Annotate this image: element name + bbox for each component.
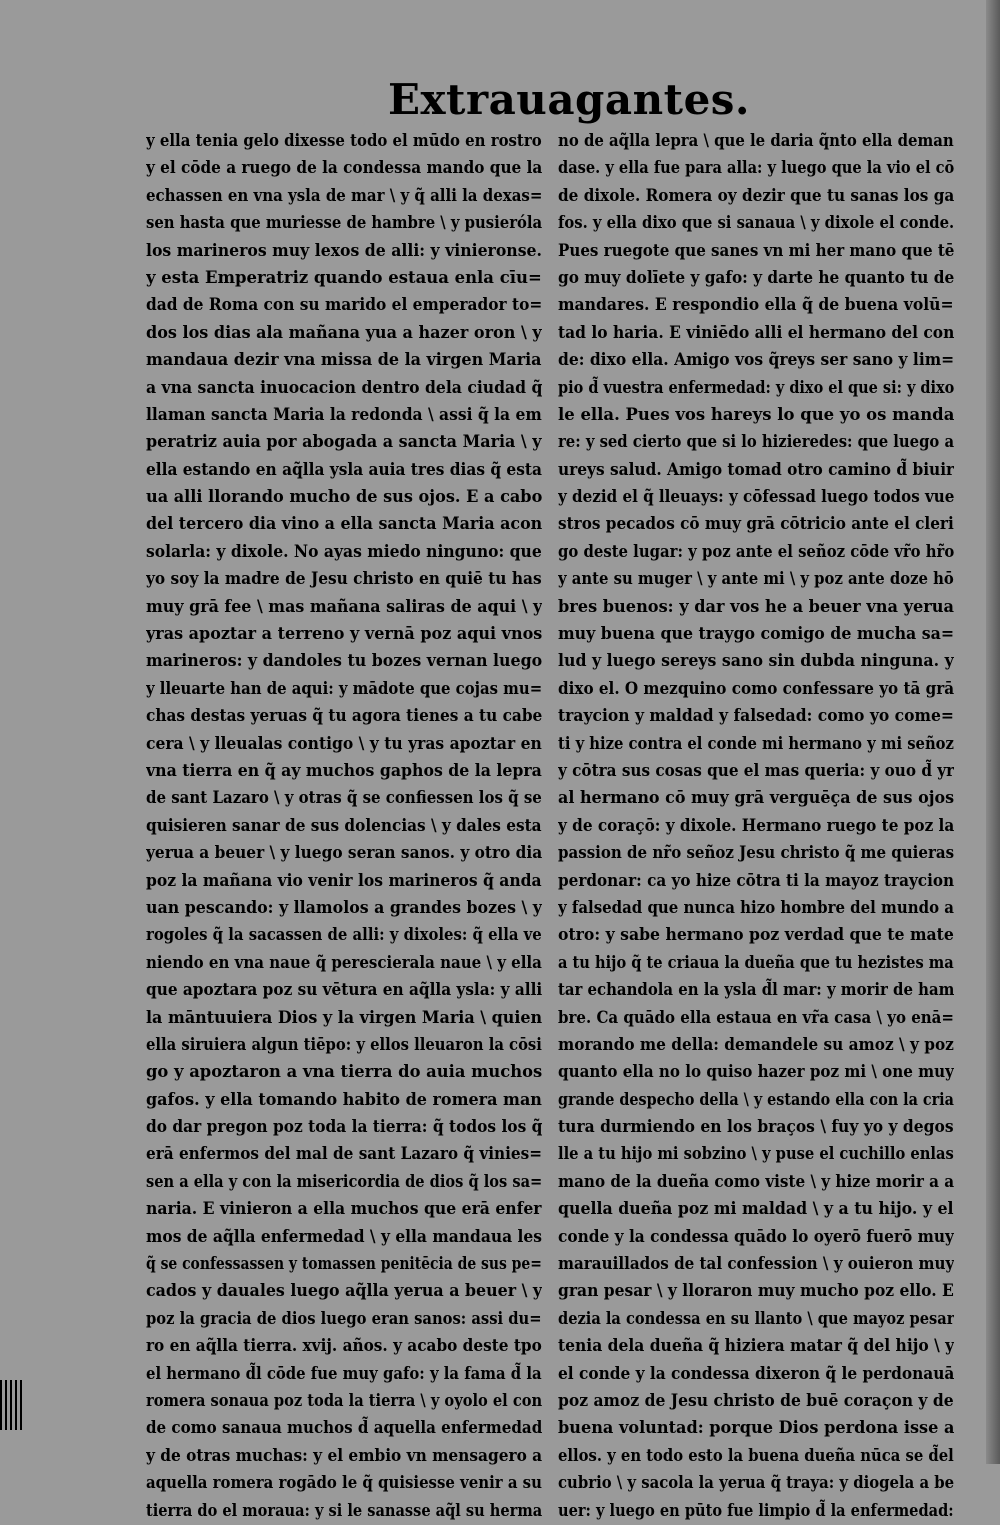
text-line: gafos. y ella tomando habito de romera man [146, 1089, 542, 1110]
text-line: los marineros muy lexos de alli: y vinieronse. [146, 240, 542, 261]
text-line: passion de nr̃o señoz Jesu christo q̃ me quieras [558, 843, 954, 864]
text-line: mandaua dezir vna missa de la virgen Maria [146, 350, 542, 371]
text-line: peratriz auia por abogada a sancta Maria \ y [146, 432, 542, 453]
text-line: fos. y ella dixo que si sanaua \ y dixole el conde. [558, 213, 954, 234]
text-line: q̃ se confessassen y tomassen penitēcia de sus pe= [146, 1254, 542, 1275]
text-line: ella estando en aq̃lla ysla auia tres dias q̃ esta [146, 459, 542, 480]
text-line: el hermano d̃l cōde fue muy gafo: y la fama d̃ la [146, 1363, 542, 1384]
text-line: morando me della: demandele su amoz \ y poz [558, 1034, 954, 1055]
text-line: muy buena que traygo comigo de mucha sa= [558, 624, 954, 645]
text-line: y el cōde a ruego de la condessa mando que la [146, 158, 542, 179]
text-line: ti y hize contra el conde mi hermano y mi señoz [558, 733, 954, 754]
text-line: mano de la dueña como viste \ y hize morir a a [558, 1171, 954, 1192]
text-line: aquella romera rogādo le q̃ quisiesse venir a su [146, 1473, 542, 1494]
text-line: tierra do el moraua: y si le sanasse aq̃l su herma [146, 1500, 542, 1521]
text-line: yo soy la madre de Jesu christo en quiē tu has [146, 569, 542, 590]
text-line: yerua a beuer \ y luego seran sanos. y otro dia [146, 843, 542, 864]
text-line: cubrio \ y sacola la yerua q̃ traya: y diogela a be [558, 1473, 954, 1494]
text-line: tura durmiendo en los braços \ fuy yo y degos [558, 1117, 954, 1138]
text-line: de dixole. Romera oy dezir que tu sanas los ga [558, 185, 954, 206]
text-line: go deste lugar: y poz ante el señoz cōde vr̃o hr̃o [558, 541, 954, 562]
text-line: y de coraçō: y dixole. Hermano ruego te poz la [558, 815, 954, 836]
text-line: dezia la condessa en su llanto \ que mayoz pesar [558, 1308, 954, 1329]
text-line: sen a ella y con la misericordia de dios q̃ los sa= [146, 1171, 542, 1192]
text-line: tar echandola en la ysla d̃l mar: y morir de ham [558, 980, 954, 1001]
text-line: solarla: y dixole. No ayas miedo ninguno: que [146, 541, 542, 562]
text-line: y falsedad que nunca hizo hombre del mundo a [558, 897, 954, 918]
text-column-left [146, 128, 542, 1525]
text-line: chas destas yeruas q̃ tu agora tienes a tu cabe [146, 706, 542, 727]
text-line: erā enfermos del mal de sant Lazaro q̃ vinies= [146, 1144, 542, 1165]
text-line: llaman sancta Maria la redonda \ assi q̃ la em [146, 404, 542, 425]
text-line: ella siruiera algun tiēpo: y ellos lleuaron la cōsi [146, 1034, 542, 1055]
text-line: vna tierra en q̃ ay muchos gaphos de la lepra [146, 760, 542, 781]
text-line: echassen en vna ysla de mar \ y q̃ alli la dexas= [146, 185, 542, 206]
text-line: de sant Lazaro \ y otras q̃ se confiessen los q̃ se [146, 788, 542, 809]
text-line: y esta Emperatriz quando estaua enla cīu= [146, 267, 542, 288]
text-line: bre. Ca quādo ella estaua en vr̃a casa \ yo enā= [558, 1007, 954, 1028]
text-line: poz amoz de Jesu christo de buē coraçon y de [558, 1390, 954, 1411]
text-line: de como sanaua muchos d̃ aquella enfermedad [146, 1418, 542, 1439]
text-line: y lleuarte han de aqui: y mādote que cojas mu= [146, 678, 542, 699]
text-line: al hermano cō muy grā verguēça de sus ojos [558, 788, 954, 809]
text-line: mandares. E respondio ella q̃ de buena volū= [558, 295, 954, 316]
text-line: no de aq̃lla lepra \ que le daria q̃nto ella deman [558, 131, 954, 151]
text-line: mos de aq̃lla enfermedad \ y ella mandaua les [146, 1226, 542, 1247]
text-line: quisieren sanar de sus dolencias \ y dales esta [146, 815, 542, 836]
text-line: sen hasta que muriesse de hambre \ y pusieróla [146, 213, 542, 234]
text-line: uer: y luego en pūto fue limpio d̃ la enfermedad: [558, 1500, 954, 1521]
text-line: grande despecho della \ y estando ella con la cria [558, 1089, 954, 1110]
text-line: poz la mañana vio venir los marineros q̃ anda [146, 870, 542, 891]
text-line: ua alli llorando mucho de sus ojos. E a cabo [146, 487, 542, 508]
text-line: lle a tu hijo mi sobzino \ y puse el cuchillo enlas [558, 1144, 954, 1165]
text-line: buena voluntad: porque Dios perdona isse a [558, 1418, 954, 1439]
text-line: cera \ y lleualas contigo \ y tu yras apoztar en [146, 733, 542, 754]
text-line: marauillados de tal confession \ y ouieron muy [558, 1254, 954, 1275]
text-line: otro: y sabe hermano poz verdad que te mate [558, 925, 954, 946]
text-line: dad de Roma con su marido el emperador to= [146, 295, 542, 316]
text-line: niendo en vna naue q̃ perescierala naue \ y ella [146, 952, 542, 973]
page-edge [986, 0, 1000, 1464]
text-line: naria. E vinieron a ella muchos que erā enfer [146, 1199, 542, 1220]
text-line: ureys salud. Amigo tomad otro camino d̃ biuir [558, 459, 954, 480]
text-line: le ella. Pues vos hareys lo que yo os manda [558, 404, 954, 425]
text-line: dixo el. O mezquino como confessare yo tā grā [558, 678, 954, 699]
text-column-right [558, 128, 954, 1525]
text-line: yras apoztar a terreno y vernā poz aqui vnos [146, 624, 542, 645]
text-line: poz la gracia de dios luego eran sanos: assi du= [146, 1308, 542, 1329]
text-line: del tercero dia vino a ella sancta Maria acon [146, 514, 542, 535]
text-line: tenia dela dueña q̃ hiziera matar q̃ del hijo \ y [558, 1336, 954, 1357]
binding-marks [0, 1380, 22, 1430]
text-line: tad lo haria. E viniēdo alli el hermano del con [558, 322, 954, 343]
text-line: dos los dias ala mañana yua a hazer oron \ y [146, 322, 542, 343]
text-line: y dezid el q̃ lleuays: y cōfessad luego todos vue [558, 487, 954, 508]
text-line: y cōtra sus cosas que el mas queria: y ouo d̃ yr [558, 760, 954, 781]
text-line: y de otras muchas: y el embio vn mensagero a [146, 1445, 542, 1466]
running-title: Extrauagantes. [388, 75, 751, 124]
text-line: cados y dauales luego aq̃lla yerua a beuer \ y [146, 1281, 542, 1302]
text-line: a vna sancta inuocacion dentro dela ciudad q̃ [146, 377, 542, 398]
text-line: de: dixo ella. Amigo vos q̃reys ser sano y lim= [558, 350, 954, 371]
text-line: y ella tenia gelo dixesse todo el mūdo en rostro [146, 131, 542, 151]
text-line: uan pescando: y llamolos a grandes bozes \ y [146, 897, 542, 918]
text-line: gran pesar \ y lloraron muy mucho poz ello. E [558, 1281, 954, 1302]
text-line: conde y la condessa quādo lo oyerō fuerō muy [558, 1226, 954, 1247]
text-line: do dar pregon poz toda la tierra: q̃ todos los q̃ [146, 1117, 542, 1138]
text-line: go y apoztaron a vna tierra do auia muchos [146, 1062, 542, 1083]
text-line: lud y luego sereys sano sin dubda ninguna. y [558, 651, 954, 672]
text-line: stros pecados cō muy grā cōtricio ante el cleri [558, 514, 954, 535]
text-line: quella dueña poz mi maldad \ y a tu hijo. y el [558, 1199, 954, 1220]
text-line: romera sonaua poz toda la tierra \ y oyolo el con [146, 1390, 542, 1411]
text-line: rogoles q̃ la sacassen de alli: y dixoles: q̃ ella ve [146, 925, 542, 946]
text-line: ro en aq̃lla tierra. xvij. años. y acabo deste tpo [146, 1336, 542, 1357]
text-line: re: y sed cierto que si lo hizieredes: que luego a [558, 432, 954, 453]
text-line: que apoztara poz su vētura en aq̃lla ysla: y alli [146, 980, 542, 1001]
text-line: Pues ruegote que sanes vn mi her mano que tē [558, 240, 954, 261]
text-line: bres buenos: y dar vos he a beuer vna yerua [558, 596, 954, 617]
text-line: y ante su muger \ y ante mi \ y poz ante doze hō [558, 569, 954, 590]
text-line: muy grā fee \ mas mañana saliras de aqui \ y [146, 596, 542, 617]
text-line: marineros: y dandoles tu bozes vernan luego [146, 651, 542, 672]
text-line: quanto ella no lo quiso hazer poz mi \ one muy [558, 1062, 954, 1083]
text-line: pio d̃ vuestra enfermedad: y dixo el que si: y dixo [558, 377, 954, 398]
text-line: dase. y ella fue para alla: y luego que la vio el cō [558, 158, 954, 179]
text-line: ellos. y en todo esto la buena dueña nūca se d̃el [558, 1445, 954, 1466]
text-line: traycion y maldad y falsedad: como yo come= [558, 706, 954, 727]
text-line: a tu hijo q̃ te criaua la dueña que tu hezistes ma [558, 952, 954, 973]
text-line: el conde y la condessa dixeron q̃ le perdonauā [558, 1363, 954, 1384]
text-line: perdonar: ca yo hize cōtra ti la mayoz traycion [558, 870, 954, 891]
text-line: go muy dolīete y gafo: y darte he quanto tu de [558, 267, 954, 288]
text-line: la māntuuiera Dios y la virgen Maria \ quien [146, 1007, 542, 1028]
